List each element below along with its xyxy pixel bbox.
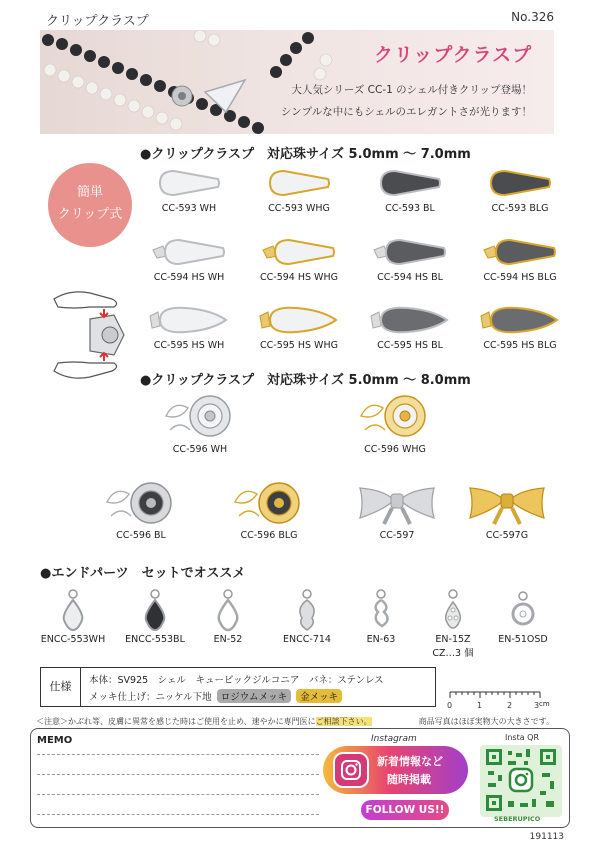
clasp-teardrop-white-icon — [146, 302, 232, 338]
product-label: CC-594 HS BLG — [483, 272, 557, 283]
gold-plating-badge: 金メッキ — [296, 689, 342, 703]
instagram-qr-code[interactable] — [480, 745, 562, 817]
clasp-teardrop-black-icon — [367, 302, 453, 338]
product-en-52 — [183, 588, 273, 645]
product-sub-label: CZ…3 個 — [432, 648, 474, 659]
section-heading-end-parts: ●エンドパーツ セットでオススメ — [40, 566, 246, 581]
caution-text: ＜注意＞かぶれ等、皮膚に異常を感じた時はご使用を止め、速やかに専門医に — [36, 717, 316, 726]
hero-banner — [40, 30, 554, 134]
product-label: EN-63 — [366, 634, 396, 645]
end-knot-icon — [366, 588, 396, 632]
ribbon-clasp-gold-icon — [464, 478, 550, 528]
end-cz-drop-icon — [438, 588, 468, 632]
product-label: EN-52 — [213, 634, 243, 645]
badge-line-2: クリップ式 — [57, 207, 123, 222]
product-label: ENCC-553WH — [40, 634, 106, 645]
spec-material: 本体：SV925 シェル キュービックジルコニア バネ：ステンレス — [89, 675, 384, 686]
section-heading-clip-7mm: ●クリップクラスプ 対応珠サイズ 5.0mm 〜 7.0mm — [140, 147, 471, 162]
ruler-icon — [446, 690, 546, 714]
memo-line — [37, 814, 319, 815]
rhodium-plating-badge: ロジウムメッキ — [217, 689, 291, 703]
qr-code-icon — [480, 745, 562, 817]
caution-highlight: ご相談下さい。 — [315, 717, 372, 726]
memo-line — [37, 774, 319, 775]
product-label: CC-596 WH — [172, 444, 228, 455]
banner-text-line-2: シンプルな中にもシェルのエレガントさが光ります！ — [280, 106, 532, 118]
product-label: CC-596 BLG — [240, 530, 298, 541]
product-cc-594-hs-bl — [355, 234, 465, 283]
clasp-drop-hs-black-gold-icon — [480, 234, 560, 270]
specification-box — [40, 667, 436, 707]
spec-plating — [89, 689, 342, 703]
catalog-number: No.326 — [511, 10, 554, 24]
clasp-drop-white-icon — [154, 165, 224, 201]
clasp-drop-black-gold-icon — [485, 165, 555, 201]
rose-clasp-black-icon — [101, 478, 181, 528]
section-heading-clip-8mm: ●クリップクラスプ 対応珠サイズ 5.0mm 〜 8.0mm — [140, 373, 471, 388]
product-label: CC-595 HS WHG — [260, 340, 338, 351]
product-label: CC-594 HS BL — [377, 272, 443, 283]
end-teardrop-black-icon — [140, 588, 170, 632]
end-leaf-icon — [292, 588, 322, 632]
product-en-51osd — [478, 588, 568, 645]
clasp-drop-white-gold-icon — [264, 165, 334, 201]
rose-clasp-black-gold-icon — [229, 478, 309, 528]
ruler-tick-3: 3 — [534, 701, 540, 710]
product-cc-596-blg — [214, 478, 324, 541]
clasp-drop-hs-black-icon — [370, 234, 450, 270]
product-cc-594-hs-blg — [465, 234, 575, 283]
scale-ruler — [446, 690, 550, 714]
memo-line — [37, 754, 319, 755]
product-label: CC-595 HS BLG — [483, 340, 557, 351]
product-label: CC-593 BL — [385, 203, 435, 214]
product-cc-593-blg — [465, 165, 575, 214]
instagram-text-line-2: 随時掲載 — [387, 773, 431, 786]
hand-clip-illustration — [50, 285, 136, 385]
qr-caption: SEBERUPICO — [494, 815, 541, 823]
product-label: CC-595 HS WH — [153, 340, 225, 351]
product-label: ENCC-714 — [283, 634, 331, 645]
follow-us-button[interactable]: FOLLOW US!! — [361, 800, 449, 820]
product-label: CC-593 WH — [161, 203, 217, 214]
product-label: CC-596 BL — [116, 530, 166, 541]
qr-title: Insta QR — [505, 733, 540, 742]
product-cc-596-whg — [345, 390, 445, 455]
product-label: CC-593 BLG — [491, 203, 549, 214]
ribbon-clasp-silver-icon — [354, 478, 440, 528]
product-cc-597g — [452, 478, 562, 541]
product-label: CC-593 WHG — [268, 203, 330, 214]
clasp-drop-black-icon — [375, 165, 445, 201]
photo-size-note: 商品写真はほぼ実物大の大きさです。 — [418, 717, 554, 726]
product-cc-595-hs-whg — [244, 302, 354, 351]
product-label: CC-597 — [379, 530, 415, 541]
clasp-teardrop-white-gold-icon — [256, 302, 342, 338]
rose-clasp-silver-icon — [160, 390, 240, 442]
banner-title: クリップクラスプ — [374, 44, 533, 66]
product-cc-595-hs-blg — [465, 302, 575, 351]
product-label: CC-594 HS WH — [153, 272, 225, 283]
product-cc-594-hs-whg — [244, 234, 354, 283]
clasp-teardrop-black-gold-icon — [477, 302, 563, 338]
end-teardrop-white-icon — [58, 588, 88, 632]
product-cc-594-hs-wh — [134, 234, 244, 283]
instagram-text-line-1: 新着情報など — [377, 755, 443, 768]
product-label: CC-595 HS BL — [377, 340, 443, 351]
product-encc-553wh — [28, 588, 118, 645]
product-label: CC-596 WHG — [364, 444, 426, 455]
product-label: ENCC-553BL — [125, 634, 185, 645]
ruler-tick-1: 1 — [477, 701, 483, 710]
product-cc-597 — [342, 478, 452, 541]
spec-label: 仕様 — [41, 668, 81, 706]
spec-plating-prefix: メッキ仕上げ：ニッケル下地 — [89, 692, 212, 703]
document-code: 191113 — [529, 832, 564, 842]
product-label: CC-597G — [485, 530, 529, 541]
instagram-title: Instagram — [371, 734, 417, 744]
banner-text-line-1: 大人気シリーズ CC-1 のシェル付きクリップ登場！ — [291, 84, 532, 96]
memo-line — [37, 794, 319, 795]
product-cc-593-whg — [244, 165, 354, 214]
ruler-tick-0: 0 — [447, 701, 453, 710]
product-cc-596-bl — [86, 478, 196, 541]
product-cc-593-wh — [134, 165, 244, 214]
easy-clip-badge — [48, 163, 132, 247]
product-cc-595-hs-wh — [134, 302, 244, 351]
badge-line-1: 簡単 — [76, 185, 103, 200]
instagram-banner[interactable] — [323, 746, 468, 794]
caution-notice — [36, 716, 372, 727]
ruler-tick-2: 2 — [507, 701, 513, 710]
ruler-unit: cm — [539, 700, 550, 708]
instagram-logo-icon — [333, 752, 369, 788]
instagram-promo[interactable] — [323, 734, 468, 822]
clasp-drop-hs-white-icon — [149, 234, 229, 270]
product-label: EN-15Z — [435, 634, 471, 645]
end-open-teardrop-icon — [213, 588, 243, 632]
clasp-drop-hs-white-gold-icon — [259, 234, 339, 270]
product-cc-595-hs-bl — [355, 302, 465, 351]
end-ring-icon — [508, 588, 538, 632]
product-label: CC-594 HS WHG — [260, 272, 338, 283]
product-cc-593-bl — [355, 165, 465, 214]
rose-clasp-gold-icon — [355, 390, 435, 442]
memo-title: MEMO — [37, 735, 73, 746]
product-cc-596-wh — [150, 390, 250, 455]
page-title: クリップクラスプ — [46, 14, 149, 29]
product-label: EN-51OSD — [498, 634, 548, 645]
